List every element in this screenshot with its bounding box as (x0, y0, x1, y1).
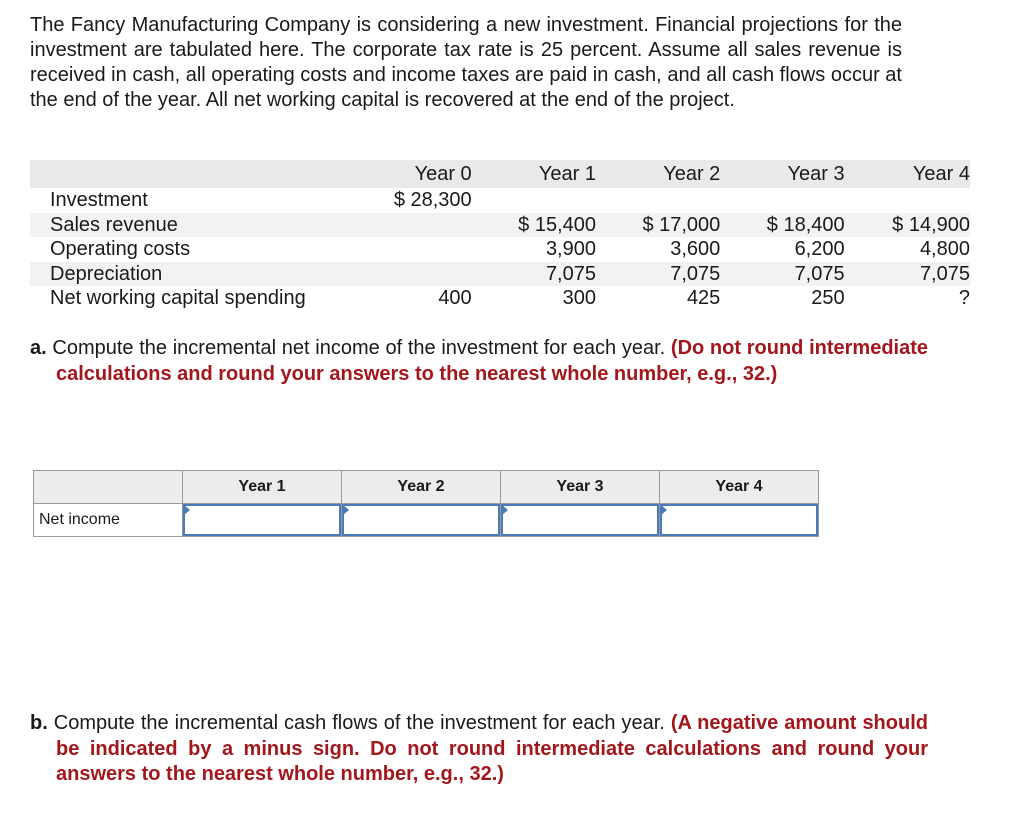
net-income-year-1-input[interactable] (183, 504, 341, 536)
row-net-working-capital (30, 286, 970, 311)
value-cell: 7,075 (545, 262, 596, 285)
answer-header-row (34, 471, 819, 504)
value-cell: 300 (562, 287, 596, 309)
net-income-answer-table (33, 470, 819, 537)
row-label: Sales revenue (50, 213, 178, 236)
answer-header-year-4: Year 4 (660, 471, 819, 504)
net-income-year-2-input[interactable] (342, 504, 500, 536)
financial-projections-table (30, 160, 970, 311)
value-cell: $ 15,400 (518, 213, 596, 236)
header-year-3: Year 3 (787, 162, 845, 185)
header-year-4: Year 4 (912, 162, 970, 185)
value-cell (845, 188, 970, 213)
value-cell (353, 213, 471, 238)
net-income-row (34, 504, 819, 537)
question-a-letter: a. (30, 337, 47, 359)
value-cell: $ 14,900 (892, 213, 970, 236)
value-cell: 4,800 (919, 238, 970, 260)
net-income-year-3-input[interactable] (501, 504, 659, 536)
value-cell: 6,200 (794, 238, 845, 260)
row-label: Depreciation (50, 262, 163, 285)
net-income-year-2-cell (342, 504, 501, 537)
question-a-instruction: (Do not round intermediate calculations and round your answers to the nearest whole number, e.g., 32.) (56, 337, 928, 385)
row-depreciation (30, 262, 970, 287)
value-cell (353, 262, 471, 287)
header-year-1: Year 1 (538, 162, 596, 185)
net-income-label: Net income (34, 504, 183, 537)
question-a-text: Compute the incremental net income of the investment for each year. (52, 337, 666, 359)
row-label: Investment (50, 189, 148, 211)
answer-header-year-3: Year 3 (501, 471, 660, 504)
header-year-0: Year 0 (414, 162, 472, 185)
projections-header-blank (30, 160, 353, 188)
value-cell: ? (958, 287, 970, 309)
net-income-year-1-cell (183, 504, 342, 537)
value-cell: 7,075 (794, 262, 845, 285)
value-cell: 3,900 (545, 238, 596, 260)
value-cell: 7,075 (919, 262, 970, 285)
value-cell (720, 188, 844, 213)
value-cell: 3,600 (670, 238, 721, 260)
header-year-2: Year 2 (663, 162, 721, 185)
value-cell: $ 17,000 (642, 213, 721, 236)
row-label: Net working capital spending (50, 287, 306, 309)
value-cell (353, 237, 471, 262)
net-income-year-3-cell (501, 504, 660, 537)
answer-header-blank (34, 471, 183, 504)
question-b (30, 711, 928, 788)
row-sales-revenue (30, 213, 970, 238)
question-b-instruction: (A negative amount should be indicated by a minus sign. Do not round intermediate calculations and round your answers to the nearest whole number, e.g., 32.) (56, 712, 928, 785)
question-b-letter: b. (30, 712, 48, 734)
problem-statement: The Fancy Manufacturing Company is considering a new investment. Financial projections for the investment are tabulated here. The corporate tax rate is 25 percent. Assume all sales revenue is received in cash, all operating costs and income taxes are paid in cash, and all cash flows occur at the end of the year. All net working capital is recovered at the end of the project. (30, 14, 902, 111)
row-label: Operating costs (50, 238, 191, 260)
value-cell (596, 188, 720, 213)
value-cell: 7,075 (670, 262, 721, 285)
net-income-year-4-cell (660, 504, 819, 537)
projections-header-row (30, 160, 970, 188)
value-cell: $ 28,300 (393, 189, 472, 211)
row-operating-costs (30, 237, 970, 262)
answer-header-year-1: Year 1 (183, 471, 342, 504)
value-cell: 425 (686, 287, 721, 309)
question-b-text: Compute the incremental cash flows of the investment for each year. (53, 712, 665, 734)
row-investment (30, 188, 970, 213)
value-cell: $ 18,400 (766, 213, 845, 236)
value-cell (472, 188, 596, 213)
value-cell: 400 (438, 287, 472, 309)
net-income-year-4-input[interactable] (660, 504, 818, 536)
value-cell: 250 (811, 287, 845, 309)
answer-header-year-2: Year 2 (342, 471, 501, 504)
question-a (30, 336, 928, 387)
